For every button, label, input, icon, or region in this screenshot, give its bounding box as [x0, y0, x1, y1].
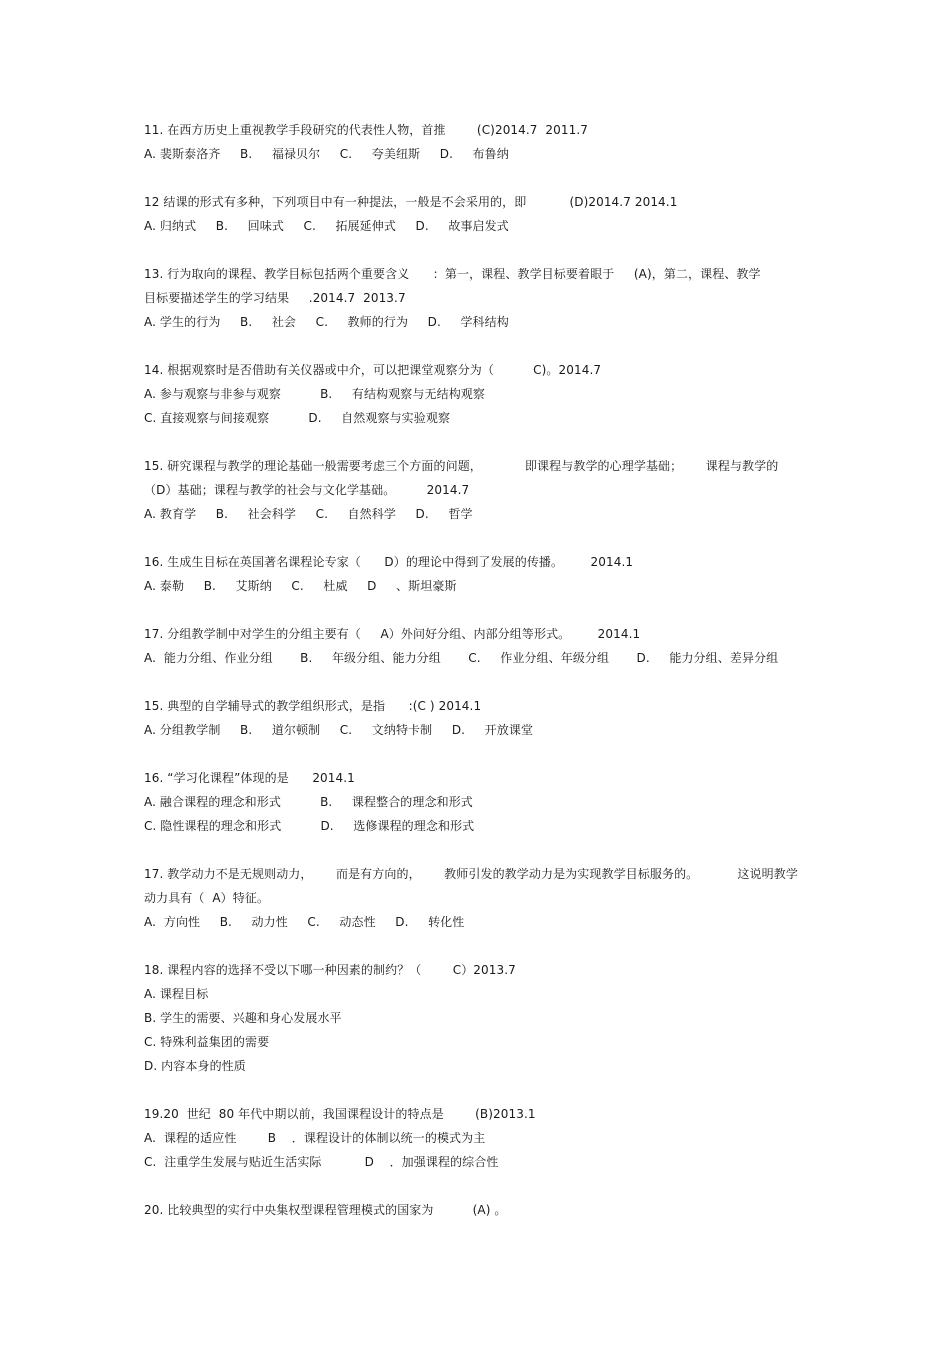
text-line: A. 课程的适应性 B ．课程设计的体制以统一的模式为主 [144, 1131, 486, 1145]
text-line: A. 方向性 B. 动力性 C. 动态性 D. 转化性 [144, 915, 465, 929]
text-line: 动力具有（ A）特征。 [144, 891, 270, 905]
text-line: 12 结课的形式有多种，下列项目中有一种提法，一般是不会采用的，即 (D)2014.7 2014.1 [144, 195, 678, 209]
question-list [144, 118, 806, 1222]
text-line: 16. 生成生目标在英国著名课程论专家（ D）的理论中得到了发展的传播。 2014.1 [144, 555, 634, 569]
text-line: C. 隐性课程的理念和形式 D. 选修课程的理念和形式 [144, 819, 475, 833]
text-line: A. 课程目标 [144, 987, 209, 1001]
text-line: C. 注重学生发展与贴近生活实际 D ．加强课程的综合性 [144, 1155, 499, 1169]
text-line: 13. 行为取向的课程、教学目标包括两个重要含义 ：第一，课程、教学目标要着眼于 (A)，第二，课程、教学 [144, 267, 761, 281]
text-line: 16. “学习化课程”体现的是 2014.1 [144, 771, 355, 785]
text-line: 17. 教学动力不是无规则动力， 而是有方向的， 教师引发的教学动力是为实现教学目标服务的。 这说明教学 [144, 867, 798, 881]
text-line: 18. 课程内容的选择不受以下哪一种因素的制约？（ C）2013.7 [144, 963, 516, 977]
text-line: B. 学生的需要、兴趣和身心发展水平 [144, 1011, 342, 1025]
text-line: 17. 分组教学制中对学生的分组主要有（ A）外问好分组、内部分组等形式。 2014.1 [144, 627, 641, 641]
text-line: （D）基础；课程与教学的社会与文化学基础。 2014.7 [144, 483, 470, 497]
text-line: A. 分组教学制 B. 道尔顿制 C. 文纳特卡制 D. 开放课堂 [144, 723, 534, 737]
text-line: D. 内容本身的性质 [144, 1059, 246, 1073]
text-line: A. 融合课程的理念和形式 B. 课程整合的理念和形式 [144, 795, 473, 809]
text-line: A. 能力分组、作业分组 B. 年级分组、能力分组 C. 作业分组、年级分组 D. 能力分组、差异分组 [144, 651, 779, 665]
text-line: 19.20 世纪 80 年代中期以前，我国课程设计的特点是 (B)2013.1 [144, 1107, 536, 1121]
text-line: C. 特殊利益集团的需要 [144, 1035, 270, 1049]
text-line: A. 参与观察与非参与观察 B. 有结构观察与无结构观察 [144, 387, 485, 401]
text-line: 20. 比较典型的实行中央集权型课程管理模式的国家为 (A) 。 [144, 1203, 507, 1217]
text-line: A. 学生的行为 B. 社会 C. 教师的行为 D. 学科结构 [144, 315, 509, 329]
text-line: 15. 研究课程与教学的理论基础一般需要考虑三个方面的问题， 即课程与教学的心理学基础； 课程与教学的 [144, 459, 779, 473]
text-line: A. 裴斯泰洛齐 B. 福禄贝尔 C. 夸美纽斯 D. 布鲁纳 [144, 147, 509, 161]
text-line: A. 归纳式 B. 回味式 C. 拓展延伸式 D. 故事启发式 [144, 219, 509, 233]
text-line: C. 直接观察与间接观察 D. 自然观察与实验观察 [144, 411, 451, 425]
text-line: A. 教育学 B. 社会科学 C. 自然科学 D. 哲学 [144, 507, 473, 521]
text-line: 14. 根据观察时是否借助有关仪器或中介，可以把课堂观察分为（ C)。2014.7 [144, 363, 602, 377]
text-line: A. 泰勒 B. 艾斯纳 C. 杜威 D 、斯坦豪斯 [144, 579, 457, 593]
text-line: 目标要描述学生的学习结果 .2014.7 2013.7 [144, 291, 406, 305]
text-line: 11. 在西方历史上重视教学手段研究的代表性人物，首推 (C)2014.7 2011.7 [144, 123, 588, 137]
text-line: 15. 典型的自学辅导式的教学组织形式，是指 :(C ) 2014.1 [144, 699, 482, 713]
